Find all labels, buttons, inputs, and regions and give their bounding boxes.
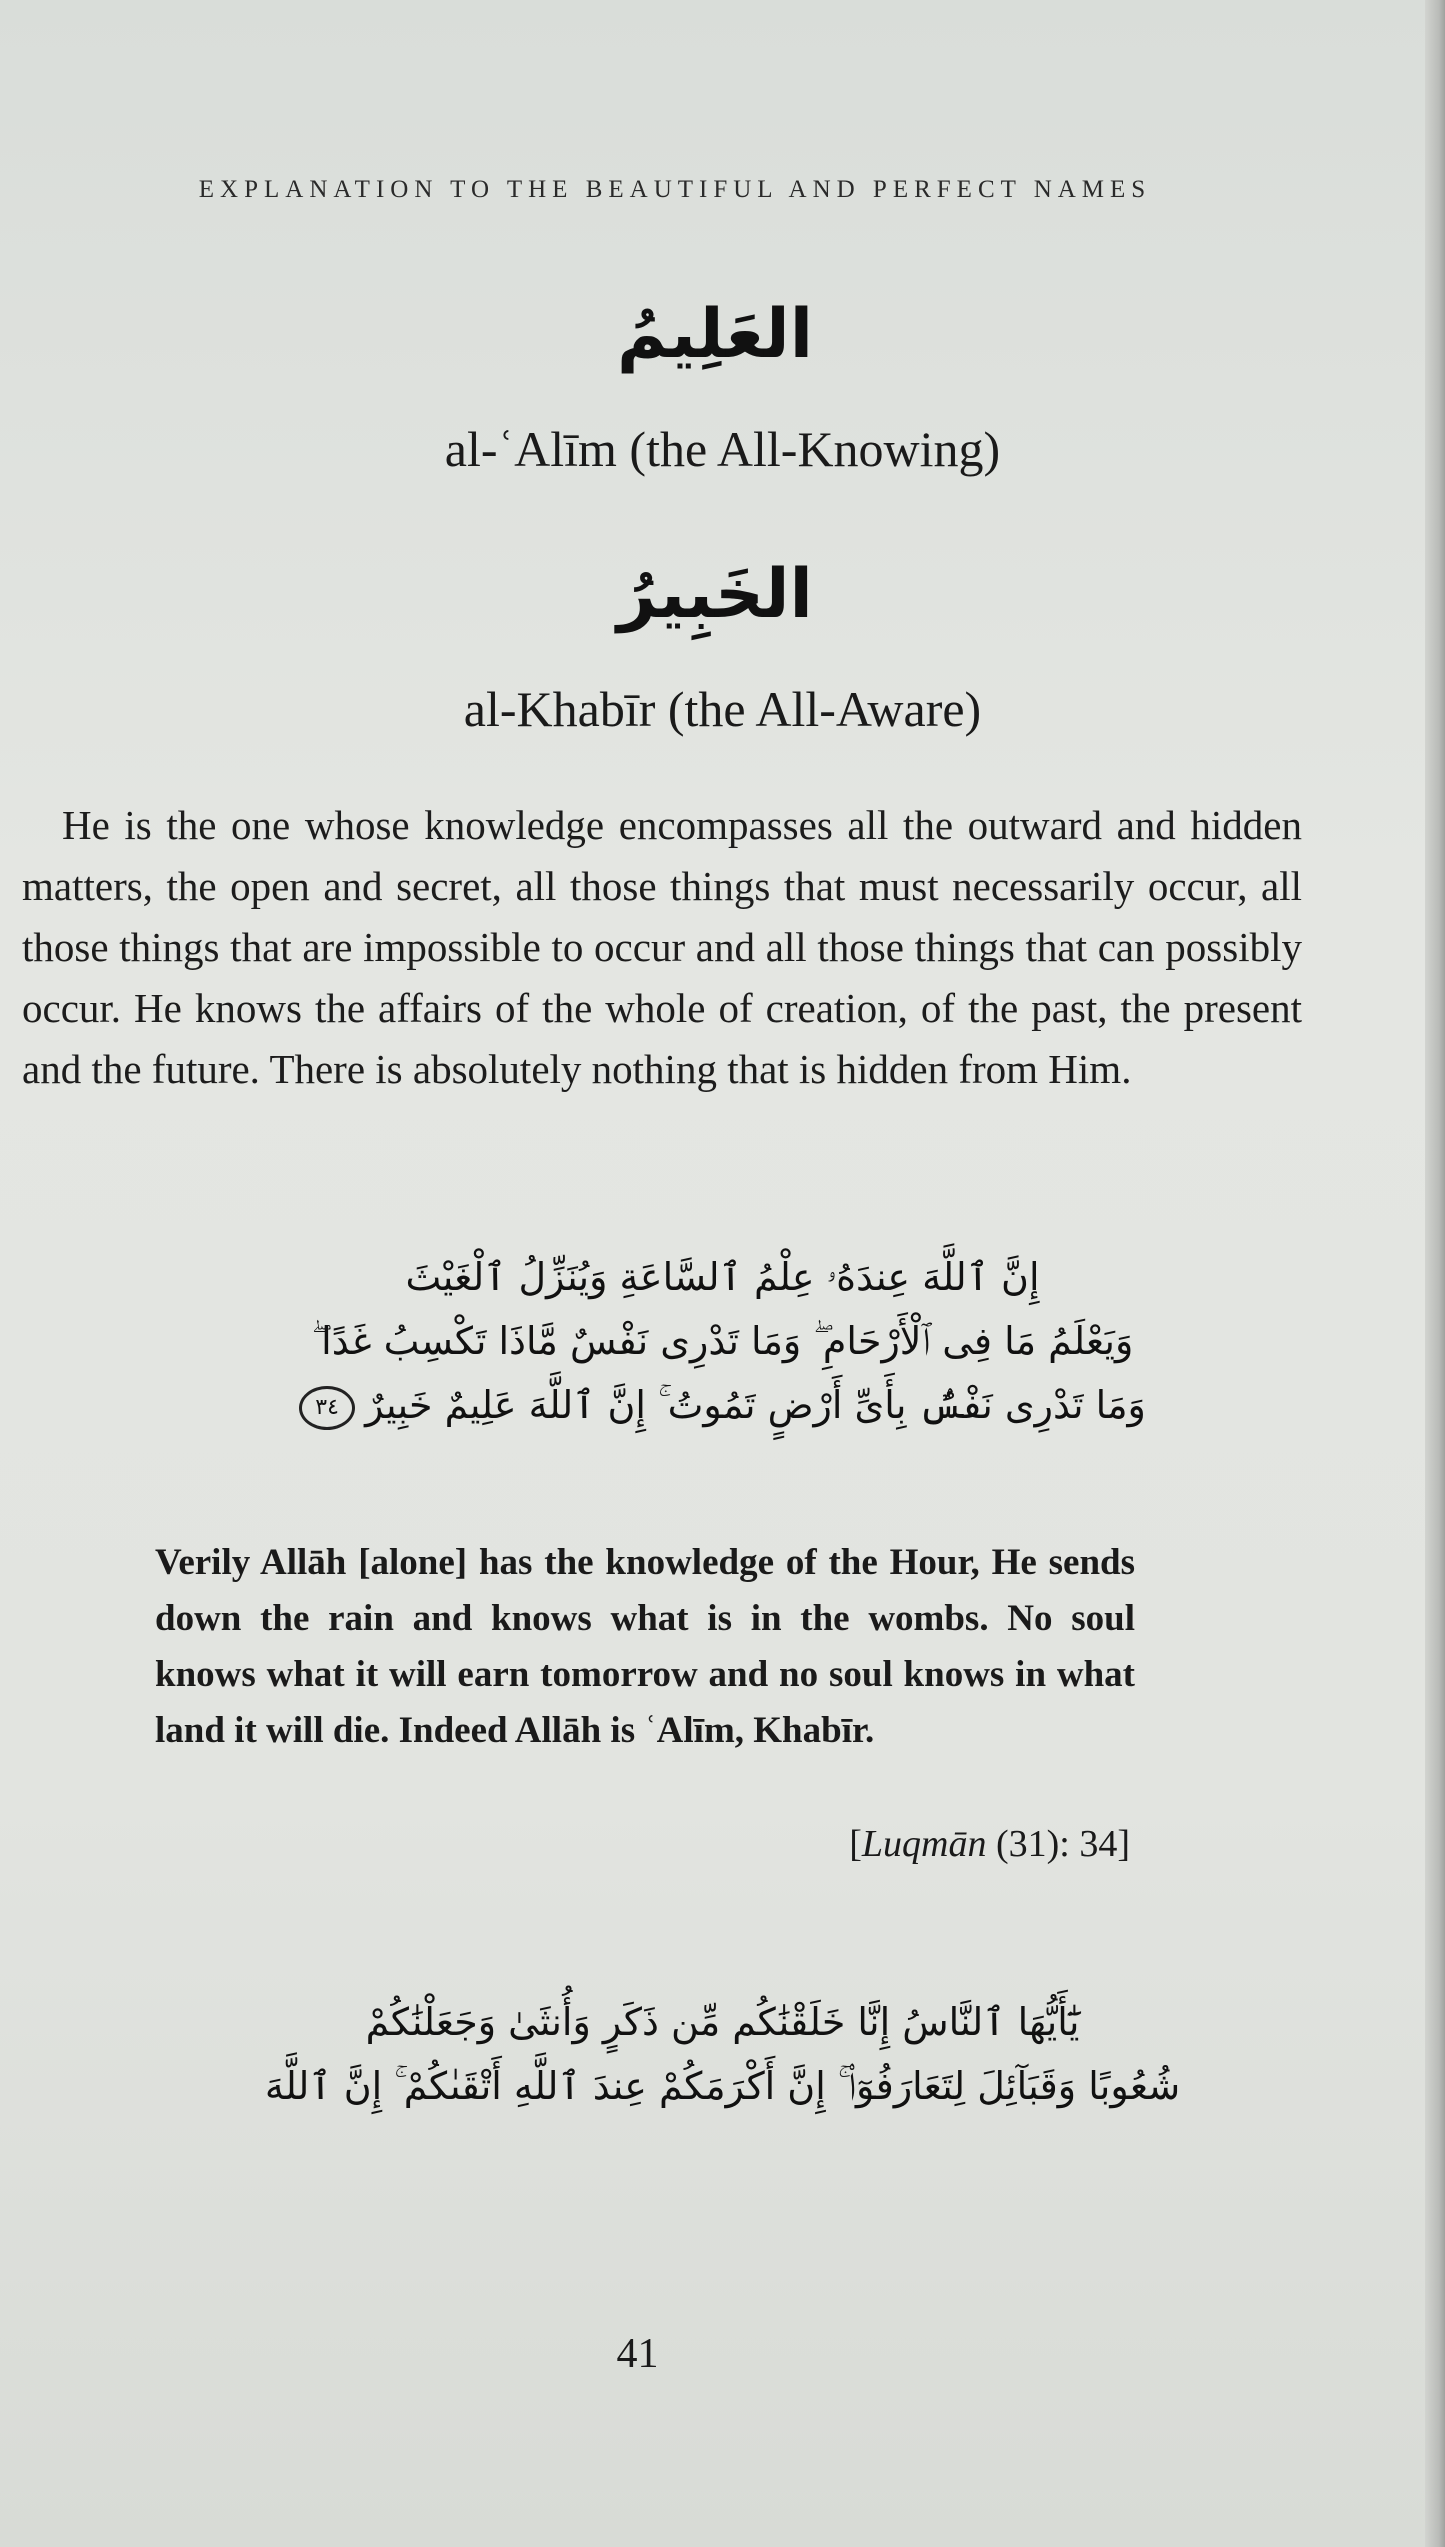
verse-translation: Verily Allāh [alone] has the knowledge of the Hour, He sends down the rain and knows what is in the wombs. No soul knows what it will earn tomorrow and no soul knows in what land it will die. Indeed Allāh is ʿAlīm, Khabīr. <box>155 1542 1135 1751</box>
transliteration-khabir: al-Khabīr (the All-Aware) <box>463 681 982 737</box>
running-head: EXPLANATION TO THE BEAUTIFUL AND PERFECT NAMES <box>198 176 1152 203</box>
citation-open: [ <box>849 1823 862 1865</box>
verse-line-text: وَمَا تَدْرِى نَفْسٌۢ بِأَىِّ أَرْضٍ تَمُوتُ ۚ إِنَّ ٱللَّهَ عَلِيمٌ خَبِيرٌ <box>365 1383 1146 1427</box>
arabic-name-alim: العَلِيمُ <box>616 295 814 374</box>
arabic-name-khabir: الخَبِيرُ <box>617 555 813 634</box>
quran-verse-luqman <box>0 1245 1445 1437</box>
ayah-number-marker: ٣٤ <box>299 1386 355 1430</box>
citation-reference: (31): 34] <box>986 1823 1130 1865</box>
page-number: 41 <box>616 2331 659 2377</box>
verse-line: وَيَعْلَمُ مَا فِى ٱلْأَرْحَامِ ۖ وَمَا تَدْرِى نَفْسٌ مَّاذَا تَكْسِبُ غَدًا ۖ <box>311 1319 1134 1363</box>
verse-line: يَٰٓأَيُّهَا ٱلنَّاسُ إِنَّا خَلَقْنَٰكُم مِّن ذَكَرٍ وَأُنثَىٰ وَجَعَلْنَٰكُمْ <box>365 2000 1080 2044</box>
quran-verse-hujurat <box>0 1990 1445 2118</box>
explanation-paragraph: He is the one whose knowledge encompasses all the outward and hidden matters, the open and secret, all those things that must necessarily occur, all those things that are impossible to occur and all those things that can possibly occur. He knows the affairs of the whole of creation, of the past, the present and the future. There is absolutely nothing that is hidden from Him. <box>22 802 1302 1092</box>
verse-line: شُعُوبًا وَقَبَآئِلَ لِتَعَارَفُوٓا۟ ۚ إِنَّ أَكْرَمَكُمْ عِندَ ٱللَّهِ أَتْقَىٰكُمْ ۚ إِنَّ ٱللَّهَ <box>264 2064 1181 2108</box>
verse-line <box>0 1373 1445 1437</box>
transliteration-alim: al-ʿAlīm (the All-Knowing) <box>444 421 1001 477</box>
verse-line: إِنَّ ٱللَّهَ عِندَهُۥ عِلْمُ ٱلسَّاعَةِ وَيُنَزِّلُ ٱلْغَيْثَ <box>405 1255 1040 1299</box>
citation-surah: Luqmān <box>861 1823 987 1865</box>
verse-citation <box>700 1822 1130 1866</box>
